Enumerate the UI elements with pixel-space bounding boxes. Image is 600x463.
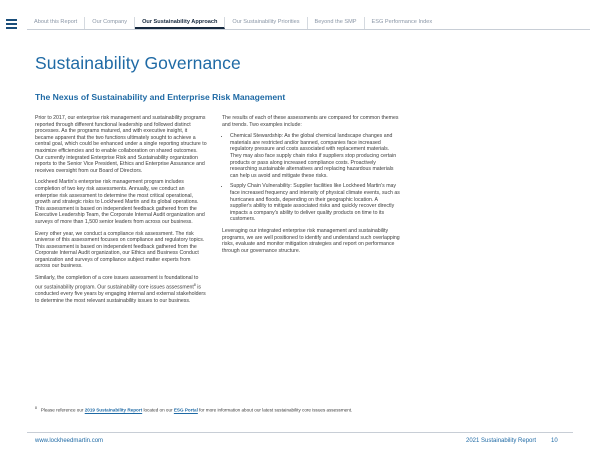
paragraph [35,275,207,304]
footer-divider [27,432,573,433]
list-item: • Chemical Stewardship: As the global chemical landscape changes and materials are restricted and/or banned, companies face increased regulatory pressure and costs associated with replacement materials. They may also face supply chain risks if suppliers stop producing certain products or pass along increased compliance costs. Proactively researching sustainable alternatives and replacing hazardous materials can help us avoid and mitigate these risks. [230,133,400,179]
tab-our-company[interactable]: Our Company [85,17,135,29]
list-item: • Supply Chain Vulnerability: Supplier facilities like Lockheed Martin's may face increased frequency and intensity of physical climate events, such as hurricanes and floods, depending on their geographic location. A supplier's ability to mitigate associated risks and quickly recover directly impacts a company's ability to deliver quality products on time to its customers. [230,183,400,223]
tab-esg-performance-index[interactable]: ESG Performance Index [371,19,433,25]
example-list [222,133,400,223]
paragraph: Lockheed Martin's enterprise risk management program includes completion of two key risk assessments. Annually, we conduct an enterprise risk assessment to determine the most critical operational, growth and strategic risks to Lockheed Martin and its global operations. This assessment is based on independent feedback gathered from the Executive Leadership Team, the Corporate Internal Audit organization and surveys of more than 1,500 senior leaders from across our business. [35,179,205,225]
paragraph-text: is conducted every five years by engaging internal and external stakeholders to determine the most relevant sustainability issues to our business. [35,284,206,304]
footnote-text: Please reference our [40,407,85,413]
esg-portal-link[interactable]: ESG Portal [173,407,198,413]
page-title: Sustainability Governance [35,53,241,73]
menu-icon[interactable] [6,19,17,31]
footnote [35,406,352,413]
tab-our-sustainability-approach[interactable]: Our Sustainability Approach [135,17,225,29]
footnote-text: for more information about our latest sustainability core issues assessment. [197,407,353,413]
footnote-reference[interactable]: 8 [193,282,196,287]
footnote-text: located on our [142,407,174,413]
page-number: 10 [551,438,558,444]
footnote-number: 8 [35,406,37,410]
left-column [35,115,207,309]
top-navigation [27,17,590,30]
footer-report-title: 2021 Sustainability Report [466,438,537,444]
paragraph: The results of each of these assessments are compared for common themes and trends. Two examples include: [222,115,399,128]
tab-about-this-report[interactable]: About this Report [27,17,85,29]
paragraph: Leveraging our integrated enterprise risk management and sustainability programs, we are well positioned to identify and understand such overlapping risks, evaluate and monitor mitigation strategies and report on performance through our governance structure. [222,227,400,254]
paragraph: Prior to 2017, our enterprise risk management and sustainability programs reported through different functional leadership and followed distinct processes. As the programs matured, and with executive insight, it became apparent that the two functions ultimately sought to achieve a central goal, which could be enhanced under a single reporting structure to maximize efficiencies and to enable collaboration on shared outcomes. Our currently integrated Enterprise Risk and Sustainability organization reports to the Senior Vice President, Ethics and Enterprise Assurance and receives oversight from our Board of Directors. [35,115,207,174]
paragraph: Every other year, we conduct a compliance risk assessment. The risk universe of this assessment focuses on compliance and regulatory topics. This assessment is based on independent feedback gathered from the Corporate Internal Audit organization, our Ethics and Business Conduct organization and surveys of compliance subject matter experts from across our business. [35,230,205,270]
tab-our-sustainability-priorities[interactable]: Our Sustainability Priorities [225,17,307,29]
section-title: The Nexus of Sustainability and Enterprise Risk Management [35,92,286,102]
tab-beyond-the-smp[interactable]: Beyond the SMP [308,17,365,29]
paragraph-text: Similarly, the completion of a core issues assessment is foundational to our sustainability program. Our sustainability core issues assessment [35,275,199,291]
sustainability-report-link[interactable]: 2019 Sustainability Report [84,407,143,413]
footer-website-link[interactable]: www.lockheedmartin.com [35,438,104,444]
right-column [222,115,400,259]
